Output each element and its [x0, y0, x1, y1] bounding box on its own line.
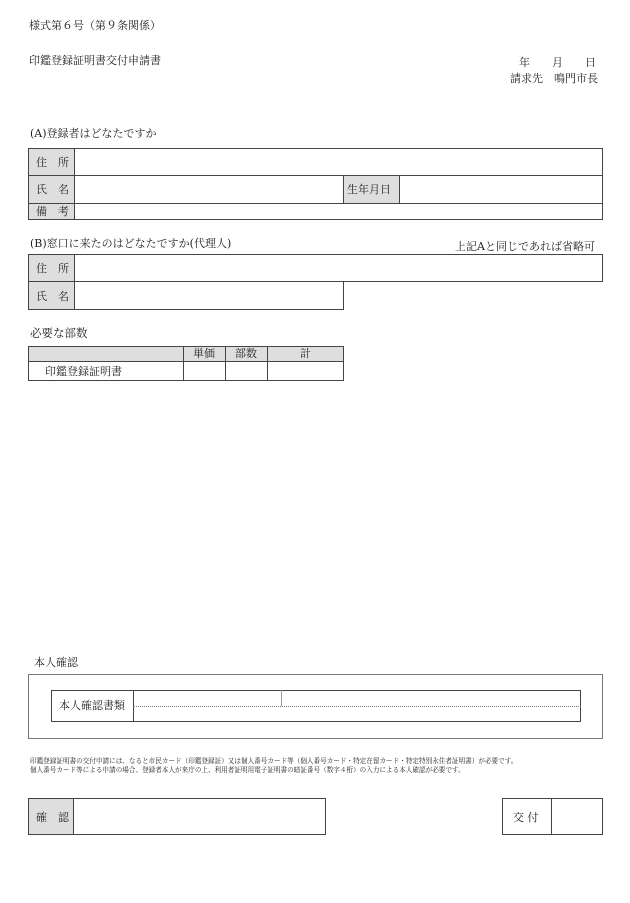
copies-header: 部数	[235, 347, 257, 360]
identity-doc-field-2[interactable]	[283, 691, 580, 705]
section-b-title: (B)窓口に来たのはどなたですか(代理人)	[30, 237, 232, 250]
agent-address-field[interactable]	[76, 256, 600, 280]
note-line-2: 個人番号カード等による申請の場合、登録者本人が来庁の上、利用者証明用電子証明書の暗証番号（数字４桁）の入力による本人確認が必要です。	[30, 766, 465, 774]
issue-label: 交 付	[513, 811, 539, 824]
total-cell	[269, 363, 343, 380]
birthdate-field[interactable]	[401, 177, 601, 202]
identity-doc-label: 本人確認書類	[59, 699, 125, 712]
confirm-label: 確 認	[36, 811, 69, 824]
registrant-name-field[interactable]	[76, 177, 341, 202]
form-number: 様式第６号（第９条関係）	[29, 19, 161, 32]
copies-input[interactable]	[227, 363, 266, 380]
unit-price-header: 単価	[193, 347, 215, 360]
confirm-field[interactable]	[75, 800, 324, 833]
section-b-note: 上記Aと同じであれば省略可	[455, 240, 595, 253]
agent-name-label: 氏 名	[36, 290, 69, 303]
form-title: 印鑑登録証明書交付申請書	[29, 54, 161, 67]
identity-doc-field-3[interactable]	[135, 707, 580, 721]
identity-title: 本人確認	[34, 656, 78, 669]
birthdate-label: 生年月日	[347, 183, 391, 196]
registrant-name-label: 氏 名	[36, 183, 69, 196]
remarks-label: 備 考	[36, 205, 69, 218]
section-a-title: (A)登録者はどなたですか	[30, 127, 157, 140]
addressee: 請求先 鳴門市長	[510, 72, 598, 85]
agent-name-field[interactable]	[76, 283, 341, 308]
remarks-field[interactable]	[76, 205, 601, 219]
date-field[interactable]: 年 月 日	[519, 56, 596, 69]
registrant-address-label: 住 所	[36, 156, 69, 169]
copies-title: 必要な部数	[30, 326, 88, 340]
total-header: 計	[300, 347, 311, 360]
copies-row-label: 印鑑登録証明書	[45, 365, 122, 378]
identity-doc-field-1[interactable]	[135, 691, 280, 705]
note-line-1: 印鑑登録証明書の交付申請には、なると市民カード（印鑑登録証）又は個人番号カード等（個人番号カード・特定在留カード・特定特別永住者証明書）が必要です。	[30, 757, 518, 765]
unit-price-cell	[185, 363, 224, 380]
registrant-address-field[interactable]	[76, 149, 601, 174]
agent-address-label: 住 所	[36, 262, 69, 275]
issue-field[interactable]	[553, 800, 601, 833]
